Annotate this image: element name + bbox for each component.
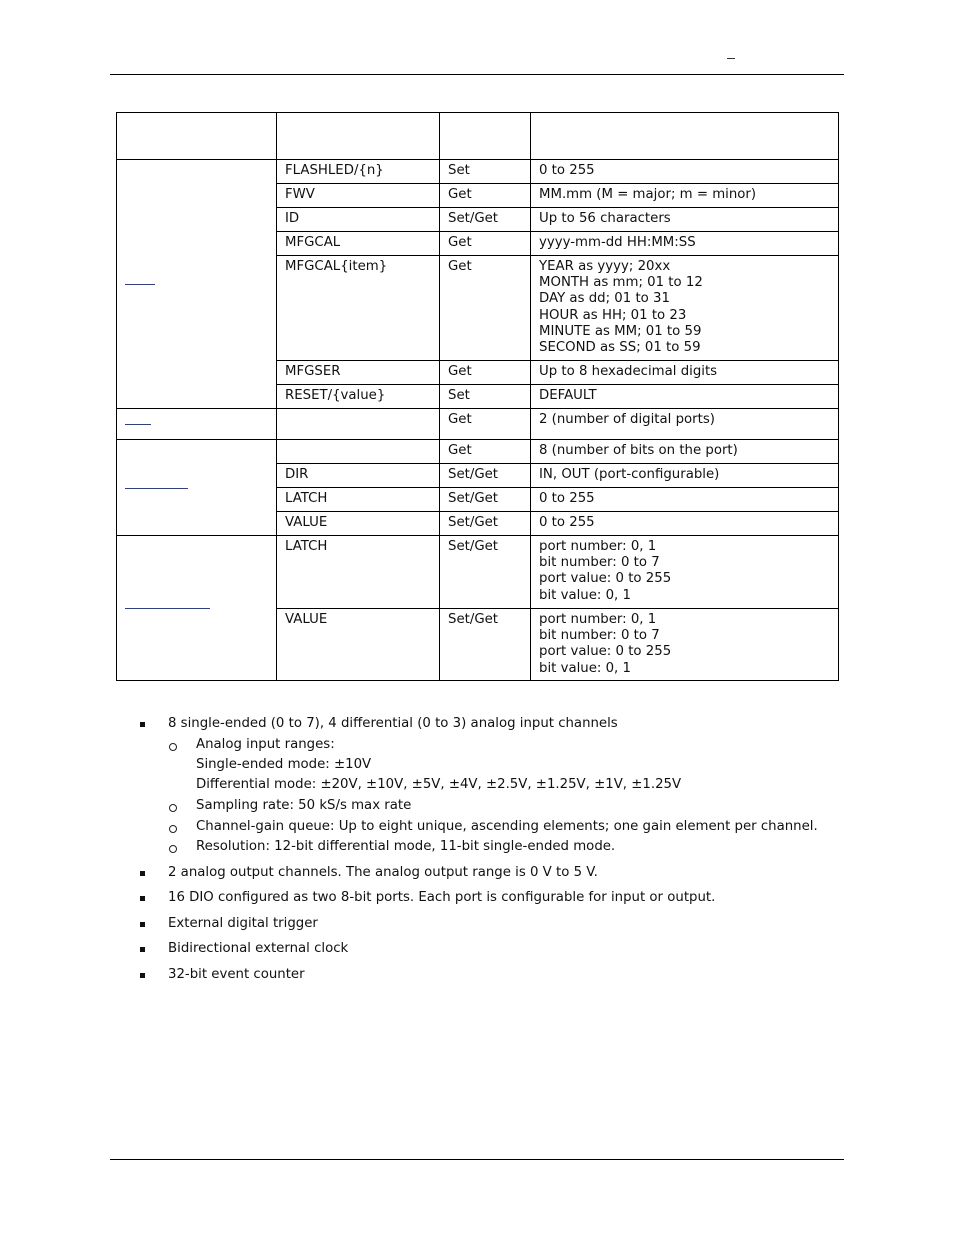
feature-subitem: Differential mode: ±20V, ±10V, ±5V, ±4V, ±2.5V, ±1.25V, ±1V, ±1.25V: [196, 777, 682, 792]
access-cell: Get: [440, 409, 531, 440]
property-cell: ID: [277, 208, 440, 232]
feature-item: External digital trigger: [168, 916, 318, 931]
value-line: yyyy-mm-dd HH:MM:SS: [539, 235, 696, 250]
square-bullet-icon: [140, 896, 145, 901]
value-line: IN, OUT (port-configurable): [539, 467, 720, 482]
access-cell: Get: [440, 361, 531, 385]
property-cell: MFGCAL{item}: [277, 256, 440, 361]
value-cell: [531, 232, 839, 256]
bullet-icon: [140, 895, 146, 901]
feature-subitem: Analog input ranges:: [196, 737, 335, 752]
table-row: [117, 536, 839, 609]
square-bullet-icon: [140, 947, 145, 952]
value-line: HOUR as HH; 01 to 23: [539, 307, 687, 323]
header-rule: [110, 74, 844, 75]
value-line: Up to 56 characters: [539, 211, 671, 226]
value-line: bit value: 0, 1: [539, 660, 631, 676]
bullet-icon: [140, 870, 146, 876]
access-cell: Set/Get: [440, 464, 531, 488]
component-cell: [117, 440, 277, 536]
feature-item: 8 single-ended (0 to 7), 4 differential (0 to 3) analog input channels: [168, 716, 618, 731]
value-line: port value: 0 to 255: [539, 571, 672, 587]
value-line: 2 (number of digital ports): [539, 412, 715, 427]
link-underline: [125, 284, 155, 285]
access-cell: Set: [440, 385, 531, 409]
value-line: Up to 8 hexadecimal digits: [539, 364, 718, 379]
header-value: [531, 113, 839, 160]
value-cell: [531, 464, 839, 488]
property-cell: DIR: [277, 464, 440, 488]
property-cell: [277, 409, 440, 440]
circle-bullet-icon: [169, 743, 177, 751]
value-line: 0 to 255: [539, 491, 595, 506]
property-cell: LATCH: [277, 536, 440, 609]
value-cell: [531, 440, 839, 464]
feature-item: 2 analog output channels. The analog output range is 0 V to 5 V.: [168, 865, 598, 880]
value-cell: [531, 160, 839, 184]
property-cell: MFGCAL: [277, 232, 440, 256]
circle-bullet-icon: [169, 825, 177, 833]
access-cell: Set/Get: [440, 208, 531, 232]
access-cell: Get: [440, 256, 531, 361]
footer-rule: [110, 1159, 844, 1160]
table-row: [117, 440, 839, 464]
square-bullet-icon: [140, 871, 145, 876]
value-line: bit value: 0, 1: [539, 587, 631, 603]
table-row: [117, 409, 839, 440]
access-cell: Get: [440, 440, 531, 464]
value-line: MONTH as mm; 01 to 12: [539, 275, 703, 291]
access-cell: Set/Get: [440, 609, 531, 681]
bullet-icon: [140, 972, 146, 978]
value-line: bit number: 0 to 7: [539, 555, 660, 571]
table-header-row: [117, 113, 839, 160]
value-line: 0 to 255: [539, 163, 595, 178]
feature-item: 32-bit event counter: [168, 967, 305, 982]
value-cell: [531, 385, 839, 409]
value-line: MINUTE as MM; 01 to 59: [539, 323, 702, 339]
circle-bullet-icon: [169, 845, 177, 853]
value-line: port number: 0, 1: [539, 539, 657, 554]
header-component: [117, 113, 277, 160]
value-cell: [531, 208, 839, 232]
header-property: [277, 113, 440, 160]
table-row: [117, 160, 839, 184]
feature-subitem: Single-ended mode: ±10V: [196, 757, 372, 772]
value-line: SECOND as SS; 01 to 59: [539, 340, 701, 356]
value-cell: [531, 488, 839, 512]
access-cell: Get: [440, 184, 531, 208]
link-underline: [125, 424, 151, 425]
value-line: port number: 0, 1: [539, 612, 657, 627]
property-cell: VALUE: [277, 609, 440, 681]
value-cell: [531, 536, 839, 609]
property-cell: FLASHLED/{n}: [277, 160, 440, 184]
value-line: DAY as dd; 01 to 31: [539, 291, 670, 307]
value-cell: [531, 184, 839, 208]
property-cell: VALUE: [277, 512, 440, 536]
bullet-icon: [140, 721, 146, 727]
header-mark: [727, 58, 735, 59]
value-line: MM.mm (M = major; m = minor): [539, 187, 757, 202]
property-cell: RESET/{value}: [277, 385, 440, 409]
value-line: bit number: 0 to 7: [539, 628, 660, 644]
bullet-icon: [140, 921, 146, 927]
header-access: [440, 113, 531, 160]
component-cell: [117, 536, 277, 681]
access-cell: Get: [440, 232, 531, 256]
value-cell: [531, 256, 839, 361]
access-cell: Set/Get: [440, 536, 531, 609]
access-cell: Set/Get: [440, 488, 531, 512]
property-cell: [277, 440, 440, 464]
value-line: 8 (number of bits on the port): [539, 443, 738, 458]
value-cell: [531, 512, 839, 536]
square-bullet-icon: [140, 922, 145, 927]
access-cell: Set: [440, 160, 531, 184]
square-bullet-icon: [140, 722, 145, 727]
component-cell: [117, 160, 277, 409]
circle-bullet-icon: [169, 804, 177, 812]
feature-item: Bidirectional external clock: [168, 941, 349, 956]
value-cell: [531, 609, 839, 681]
component-cell: [117, 409, 277, 440]
property-cell: MFGSER: [277, 361, 440, 385]
feature-subitem: Channel-gain queue: Up to eight unique, ascending elements; one gain element per channel.: [196, 819, 818, 834]
properties-table: [116, 112, 839, 681]
property-cell: LATCH: [277, 488, 440, 512]
value-cell: [531, 409, 839, 440]
value-line: 0 to 255: [539, 515, 595, 530]
property-cell: FWV: [277, 184, 440, 208]
square-bullet-icon: [140, 973, 145, 978]
feature-subitem: Sampling rate: 50 kS/s max rate: [196, 798, 412, 813]
value-line: port value: 0 to 255: [539, 644, 672, 660]
bullet-icon: [140, 946, 146, 952]
feature-subitem: Resolution: 12-bit differential mode, 11-bit single-ended mode.: [196, 839, 616, 854]
access-cell: Set/Get: [440, 512, 531, 536]
value-cell: [531, 361, 839, 385]
link-underline: [125, 488, 188, 489]
feature-item: 16 DIO configured as two 8-bit ports. Each port is configurable for input or output.: [168, 890, 716, 905]
value-line: YEAR as yyyy; 20xx: [539, 259, 671, 274]
link-underline: [125, 608, 210, 609]
value-line: DEFAULT: [539, 388, 597, 403]
